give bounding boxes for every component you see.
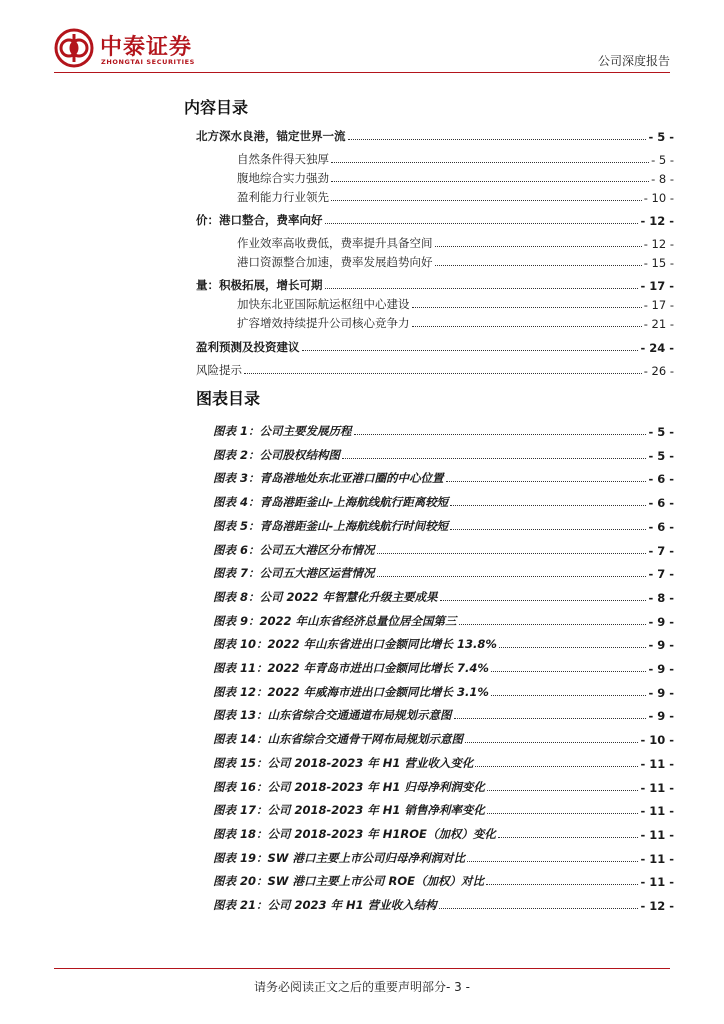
- figure-entry-page: - 9 -: [648, 685, 674, 700]
- toc-entry-page: - 12 -: [643, 237, 674, 251]
- toc-entry-title: 盈利预测及投资建议: [196, 340, 300, 354]
- figure-entry-page: - 5 -: [648, 448, 674, 463]
- dot-leader: [491, 671, 647, 672]
- footer-divider: [54, 968, 670, 969]
- dot-leader: [342, 458, 646, 459]
- toc-entry-page: - 12 -: [640, 214, 674, 228]
- figure-entry-title: 图表 16：公司 2018-2023 年 H1 归母净利润变化: [213, 779, 485, 794]
- figure-entry-title: 图表 5：青岛港距釜山-上海航线航行时间较短: [213, 518, 449, 533]
- toc-entry[interactable]: [237, 168, 674, 186]
- toc-entry[interactable]: [196, 126, 674, 144]
- dot-leader: [499, 647, 647, 648]
- dot-leader: [450, 505, 646, 506]
- figure-entry[interactable]: [213, 587, 674, 605]
- figure-entry-page: - 9 -: [648, 614, 674, 629]
- dot-leader: [465, 742, 638, 743]
- figure-entry-page: - 12 -: [640, 899, 674, 913]
- dot-leader: [486, 884, 638, 885]
- figure-entry-page: - 10 -: [640, 733, 674, 748]
- figure-entry-page: - 6 -: [648, 519, 674, 534]
- toc-entry-page: - 26 -: [643, 364, 674, 378]
- dot-leader: [331, 162, 649, 163]
- dot-leader: [244, 373, 642, 374]
- toc-entry-page: - 17 -: [640, 279, 674, 293]
- figure-entry[interactable]: [213, 563, 674, 581]
- figure-entry[interactable]: [213, 895, 674, 913]
- figure-entry-title: 图表 19：SW 港口主要上市公司归母净利润对比: [213, 850, 465, 865]
- figure-entry-title: 图表 4：青岛港距釜山-上海航线航行距离较短: [213, 495, 449, 510]
- figure-entry-title: 图表 14：山东省综合交通骨干网布局规划示意图: [213, 732, 464, 747]
- toc-entry-title: 作业效率高收费低，费率提升具备空间: [237, 236, 433, 250]
- toc-entry[interactable]: [237, 233, 674, 251]
- toc-entry-title: 自然条件得天独厚: [237, 152, 329, 166]
- brand-logo-icon: [54, 28, 94, 68]
- figure-entry[interactable]: [213, 634, 674, 652]
- dot-leader: [454, 718, 647, 719]
- figure-entry[interactable]: [213, 516, 674, 534]
- dot-leader: [459, 624, 647, 625]
- figure-entry[interactable]: [213, 824, 674, 842]
- figure-entry-title: 图表 1：公司主要发展历程: [213, 424, 352, 438]
- figure-entry[interactable]: [213, 611, 674, 629]
- figure-entry-title: 图表 10：2022 年山东省进出口金额同比增长 13.8%: [213, 637, 497, 652]
- figure-entry-page: - 9 -: [648, 662, 674, 676]
- figure-entry-title: 图表 12：2022 年威海市进出口金额同比增长 3.1%: [213, 684, 489, 699]
- page-footer: [0, 978, 724, 995]
- figure-entry-title: 图表 13：山东省综合交通通道布局规划示意图: [213, 708, 452, 723]
- figure-entry-page: - 6 -: [648, 472, 674, 487]
- figure-entry-page: - 6 -: [648, 496, 674, 511]
- figure-entry-title: 图表 21：公司 2023 年 H1 营业收入结构: [213, 898, 437, 912]
- toc-entry[interactable]: [237, 187, 674, 205]
- brand-logo: [54, 28, 214, 72]
- figure-entry[interactable]: [213, 729, 674, 747]
- report-type-label: 公司深度报告: [597, 54, 670, 68]
- figure-entry[interactable]: [213, 800, 674, 818]
- figure-entry-page: - 11 -: [640, 756, 674, 771]
- figure-entry[interactable]: [213, 468, 674, 486]
- dot-leader: [487, 790, 639, 791]
- figure-entry-page: - 11 -: [640, 851, 674, 866]
- toc-entry-page: - 24 -: [640, 341, 674, 355]
- figures-title: 图表目录: [196, 389, 261, 408]
- figure-entry-title: 图表 6：公司五大港区分布情况: [213, 542, 375, 557]
- figure-entry-title: 图表 17：公司 2018-2023 年 H1 销售净利率变化: [213, 803, 485, 818]
- dot-leader: [377, 553, 647, 554]
- dot-leader: [377, 576, 647, 577]
- dot-leader: [450, 529, 646, 530]
- dot-leader: [331, 200, 642, 201]
- figure-entry[interactable]: [213, 658, 674, 676]
- figure-entry[interactable]: [213, 753, 674, 771]
- dot-leader: [498, 837, 639, 838]
- figure-entry-title: 图表 2：公司股权结构图: [213, 447, 341, 462]
- toc-entry-page: - 17 -: [643, 298, 674, 312]
- toc-entry-page: - 10 -: [643, 191, 674, 205]
- figure-entry[interactable]: [213, 421, 674, 439]
- dot-leader: [302, 350, 639, 351]
- toc-entry-page: - 15 -: [643, 256, 674, 270]
- figure-entry[interactable]: [213, 540, 674, 558]
- figure-entry-page: - 11 -: [640, 780, 674, 795]
- dot-leader: [475, 766, 638, 767]
- figure-entry-title: 图表 9：2022 年山东省经济总量位居全国第三: [213, 613, 457, 628]
- figure-entry-page: - 8 -: [648, 590, 674, 605]
- dot-leader: [491, 695, 647, 696]
- toc-entry-title: 北方深水良港，锚定世界一流: [196, 129, 346, 143]
- figure-entry-title: 图表 11：2022 年青岛市进出口金额同比增长 7.4%: [213, 661, 489, 675]
- dot-leader: [440, 600, 647, 601]
- toc-entry[interactable]: [196, 210, 674, 228]
- toc-entry-title: 盈利能力行业领先: [237, 190, 329, 204]
- figure-entry[interactable]: [213, 705, 674, 723]
- toc-entry[interactable]: [237, 294, 674, 312]
- figure-entry-title: 图表 3：青岛港地处东北亚港口圈的中心位置: [213, 471, 444, 486]
- figure-entry[interactable]: [213, 492, 674, 510]
- toc-entry[interactable]: [196, 275, 674, 293]
- dot-leader: [325, 223, 639, 224]
- figure-entry[interactable]: [213, 871, 674, 889]
- figure-entry-page: - 11 -: [640, 875, 674, 890]
- figure-entry-page: - 11 -: [640, 827, 674, 842]
- toc-entry-page: - 5 -: [648, 130, 674, 144]
- toc-entry[interactable]: [196, 337, 674, 355]
- figure-entry[interactable]: [213, 848, 674, 866]
- dot-leader: [435, 246, 642, 247]
- figure-entry-page: - 7 -: [648, 567, 674, 582]
- dot-leader: [439, 908, 639, 909]
- dot-leader: [412, 326, 642, 327]
- toc-entry[interactable]: [196, 360, 674, 378]
- dot-leader: [446, 481, 647, 482]
- figure-entry-title: 图表 7：公司五大港区运营情况: [213, 566, 375, 581]
- toc-entry-title: 量：积极拓展，增长可期: [196, 278, 323, 292]
- figure-entry-page: - 9 -: [648, 709, 674, 724]
- page-header: [0, 0, 724, 78]
- toc-entry-title: 加快东北亚国际航运枢纽中心建设: [237, 297, 410, 311]
- toc-entry-title: 港口资源整合加速，费率发展趋势向好: [237, 255, 433, 269]
- figure-entry[interactable]: [213, 682, 674, 700]
- figure-entry-title: 图表 18：公司 2018-2023 年 H1ROE（加权）变化: [213, 826, 496, 841]
- toc-entry-title: 腹地综合实力强劲: [237, 171, 329, 185]
- dot-leader: [354, 434, 647, 435]
- figure-entry-page: - 5 -: [648, 425, 674, 439]
- dot-leader: [348, 139, 647, 140]
- footer-page-number: - 3 -: [446, 980, 470, 994]
- figure-entry[interactable]: [213, 777, 674, 795]
- brand-name-en: ZHONGTAI SECURITIES: [101, 58, 195, 66]
- footer-disclaimer: 请务必阅读正文之后的重要声明部分: [254, 980, 447, 994]
- toc-title: 内容目录: [184, 98, 249, 117]
- dot-leader: [487, 813, 639, 814]
- dot-leader: [435, 265, 642, 266]
- brand-name-cn: 中泰证券: [100, 35, 193, 60]
- figure-entry-title: 图表 8：公司 2022 年智慧化升级主要成果: [213, 589, 438, 604]
- toc-entry-title: 风险提示: [196, 363, 242, 377]
- toc-entry[interactable]: [237, 252, 674, 270]
- dot-leader: [467, 861, 638, 862]
- toc-entry-page: - 8 -: [651, 172, 674, 186]
- dot-leader: [412, 307, 642, 308]
- figure-entry-title: 图表 20：SW 港口主要上市公司 ROE（加权）对比: [213, 874, 484, 889]
- dot-leader: [325, 288, 639, 289]
- figure-entry-page: - 9 -: [648, 638, 674, 653]
- toc-entry[interactable]: [237, 149, 674, 167]
- header-divider: [54, 72, 670, 73]
- toc-entry-title: 扩容增效持续提升公司核心竞争力: [237, 316, 410, 330]
- toc-entry[interactable]: [237, 313, 674, 331]
- dot-leader: [331, 181, 649, 182]
- figure-entry-title: 图表 15：公司 2018-2023 年 H1 营业收入变化: [213, 755, 474, 770]
- toc-entry-page: - 21 -: [643, 317, 674, 331]
- figure-entry-page: - 11 -: [640, 804, 674, 819]
- toc-entry-page: - 5 -: [651, 153, 674, 167]
- figure-entry[interactable]: [213, 445, 674, 463]
- figure-entry-page: - 7 -: [648, 543, 674, 558]
- toc-entry-title: 价：港口整合，费率向好: [196, 213, 323, 227]
